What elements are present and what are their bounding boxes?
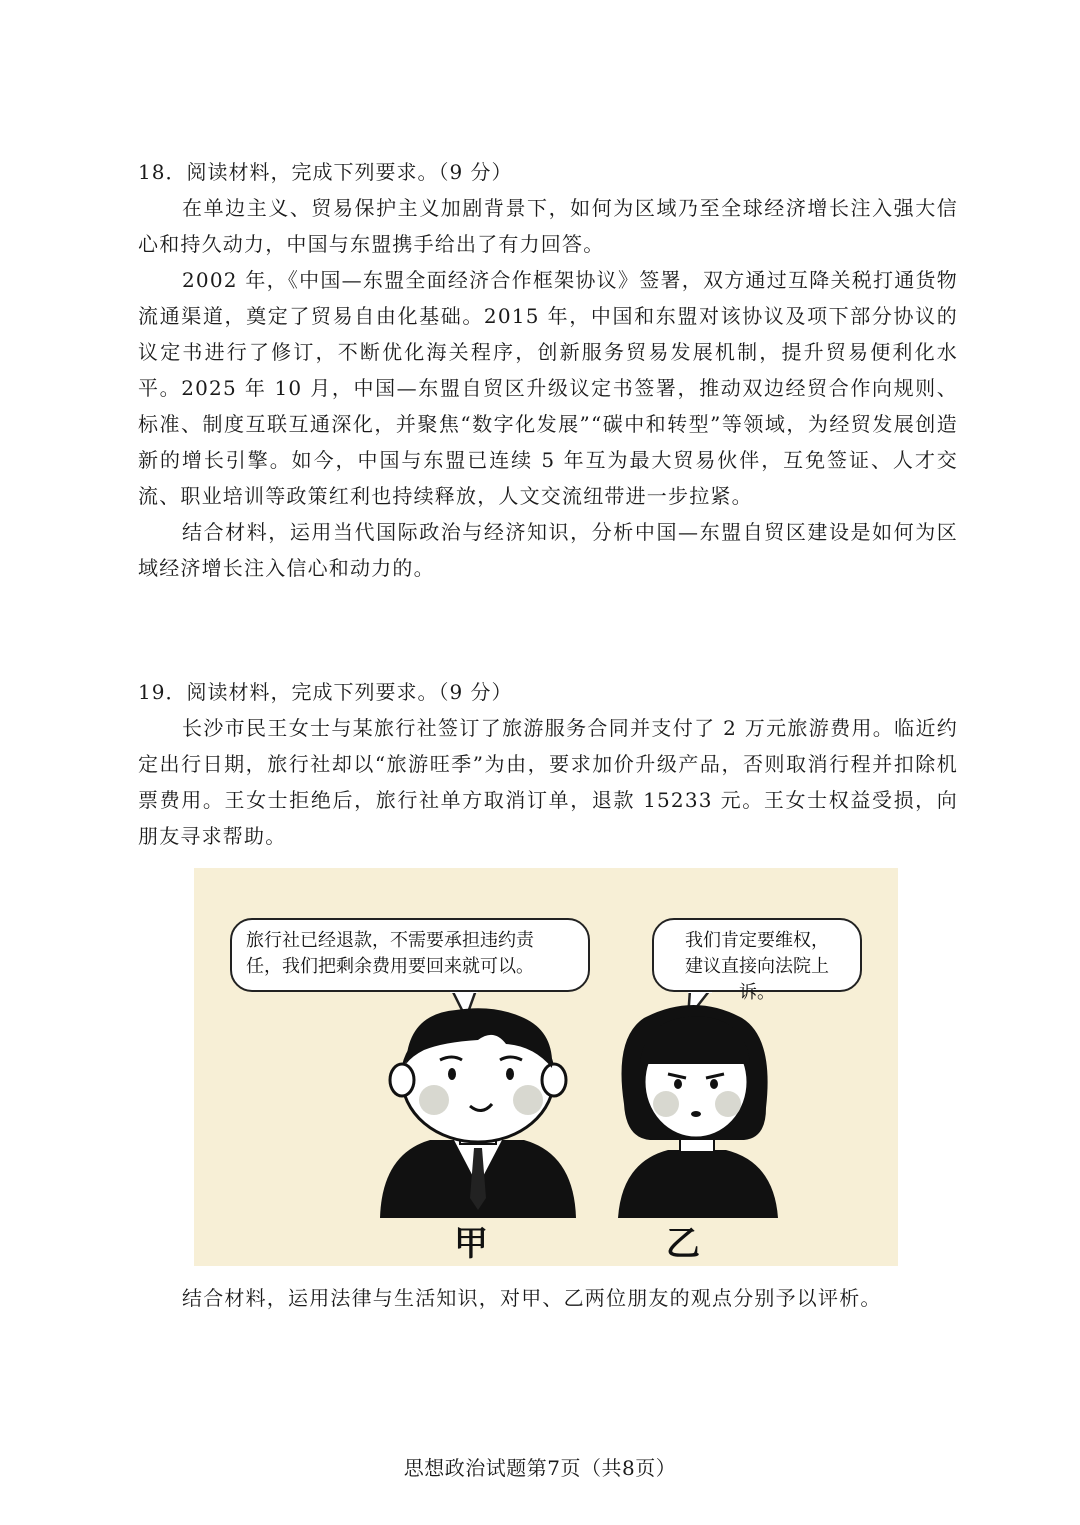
label-yi: 乙 [666,1224,700,1264]
question-18-body [138,190,958,586]
character-jia [380,1008,576,1218]
character-yi [618,1005,778,1218]
question-18-title: 18．阅读材料，完成下列要求。（9 分） [138,160,513,184]
page-footer: 思想政治试题第7页（共8页） [403,1456,677,1480]
question-19-title: 19．阅读材料，完成下列要求。（9 分） [138,680,513,704]
q19-task: 结合材料，运用法律与生活知识，对甲、乙两位朋友的观点分别予以评析。 [182,1286,882,1310]
bubble-jia-line-2: 任，我们把剩余费用要回来就可以。 [246,956,534,977]
speech-bubble-jia [230,918,590,992]
speech-bubble-yi [652,918,862,1003]
cartoon-illustration [194,868,898,1266]
q19-paragraph-material: 长沙市民王女士与某旅行社签订了旅游服务合同并支付了 2 万元旅游费用。临近约定出行日期，旅行社却以“旅游旺季”为由，要求加价升级产品，否则取消行程并扣除机票费用。王女士拒绝后，旅行社单方取消订单，退款 15233 元。王女士权益受损，向朋友寻求帮助。 [138,716,958,848]
bubble-yi-line-2: 建议直接向法院上诉。 [685,956,829,1003]
q18-paragraph-intro: 在单边主义、贸易保护主义加剧背景下，如何为区域乃至全球经济增长注入强大信心和持久动力，中国与东盟携手给出了有力回答。 [138,196,958,256]
q18-paragraph-material: 2002 年，《中国—东盟全面经济合作框架协议》签署，双方通过互降关税打通货物流通渠道，奠定了贸易自由化基础。2015 年，中国和东盟对该协议及项下部分协议的议定书进行了修订，不断优化海关程序，创新服务贸易发展机制，提升贸易便利化水平。2025 年 10 月，中国—东盟自贸区升级议定书签署，推动双边经贸合作向规则、标准、制度互联互通深化，并聚焦“数字化发展”“碳中和转型”等领域，为经贸发展创造新的增长引擎。如今，中国与东盟已连续 5 年互为最大贸易伙伴，互免签证、人才交流、职业培训等政策红利也持续释放，人文交流纽带进一步拉紧。 [138,268,958,508]
question-19-body [138,710,958,854]
q18-paragraph-task: 结合材料，运用当代国际政治与经济知识，分析中国—东盟自贸区建设是如何为区域经济增长注入信心和动力的。 [138,520,958,580]
label-jia: 甲 [454,1224,488,1264]
bubble-jia-line-1: 旅行社已经退款，不需要承担违约责 [246,930,534,951]
bubble-yi-line-1: 我们肯定要维权， [685,930,829,951]
